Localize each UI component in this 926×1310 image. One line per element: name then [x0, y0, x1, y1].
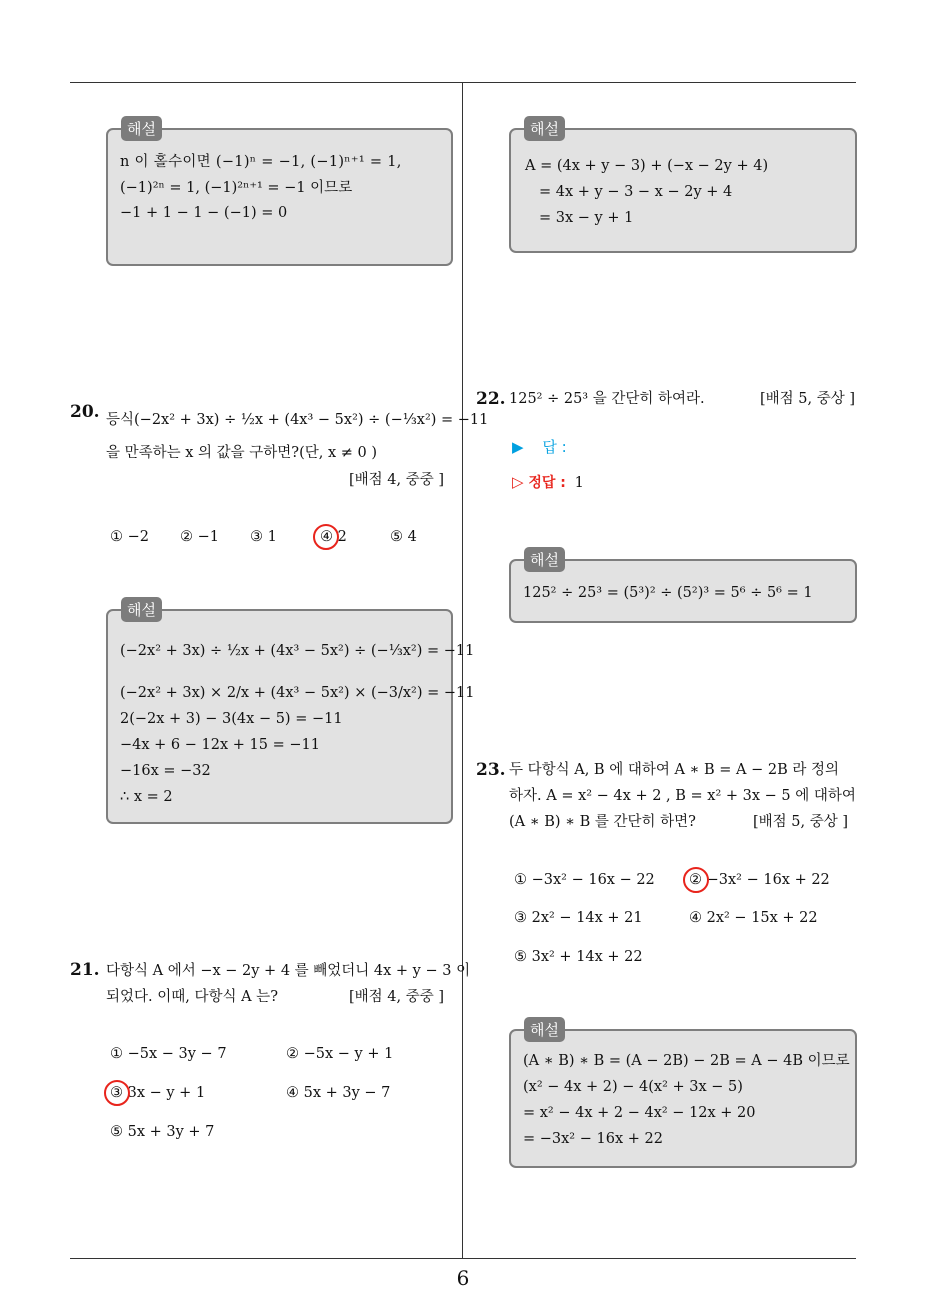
solution-tag: 해설: [524, 547, 565, 572]
solution-box-q22: [509, 551, 857, 623]
solution-tag: 해설: [121, 116, 162, 141]
choice[interactable]: ④ 5x + 3y − 7: [286, 1085, 391, 1101]
bottom-rule: [70, 1258, 856, 1259]
solution-line: (−2x² + 3x) × 2/x + (4x³ − 5x²) × (−3/x²) = −11: [120, 685, 475, 701]
solution-tag: 해설: [524, 1017, 565, 1042]
question-text: 을 만족하는 x 의 값을 구하면?(단, x ≠ 0 ): [106, 445, 377, 461]
solution-line: (−1)²ⁿ = 1, (−1)²ⁿ⁺¹ = −1 이므로: [120, 180, 353, 196]
choice[interactable]: ② −5x − y + 1: [286, 1046, 394, 1062]
question-text: 등식(−2x² + 3x) ÷ ½x + (4x³ − 5x²) ÷ (−⅓x²) = −11: [106, 412, 489, 428]
solution-tag: 해설: [121, 597, 162, 622]
answer-circle: [313, 524, 339, 550]
choice[interactable]: ③ 2x² − 14x + 21: [514, 910, 643, 926]
question-text: 되었다. 이때, 다항식 A 는?: [106, 989, 278, 1005]
solution-line: = 3x − y + 1: [539, 210, 634, 226]
solution-line: −1 + 1 − 1 − (−1) = 0: [120, 205, 288, 221]
solution-box-q19: [106, 120, 453, 266]
solution-line: = x² − 4x + 2 − 4x² − 12x + 20: [523, 1105, 756, 1121]
correct-marker-icon: ▷: [512, 473, 524, 491]
choice[interactable]: ④ 2x² − 15x + 22: [689, 910, 818, 926]
question-text: 두 다항식 A, B 에 대하여 A ∗ B = A − 2B 라 정의: [509, 762, 839, 778]
question-number: 21.: [70, 960, 100, 980]
solution-line: = 4x + y − 3 − x − 2y + 4: [539, 184, 733, 200]
question-text: 다항식 A 에서 −x − 2y + 4 를 빼었더니 4x + y − 3 이: [106, 963, 471, 979]
top-rule: [70, 82, 856, 83]
answer-circle: [104, 1080, 130, 1106]
choice[interactable]: ② −1: [180, 529, 219, 545]
choice[interactable]: ① −5x − 3y − 7: [110, 1046, 227, 1062]
question-text: 125² ÷ 25³ 을 간단히 하여라.: [509, 391, 705, 407]
page-number: 6: [456, 1266, 470, 1290]
choice[interactable]: ③ 1: [250, 529, 277, 545]
correct-label: 정답 :: [528, 475, 566, 491]
solution-box-q21: [509, 120, 857, 253]
choice[interactable]: ⑤ 3x² + 14x + 22: [514, 949, 643, 965]
solution-line: (−2x² + 3x) ÷ ½x + (4x³ − 5x²) ÷ (−⅓x²) = −11: [120, 643, 475, 659]
answer-row: [512, 436, 567, 457]
answer-circle: [683, 867, 709, 893]
choice[interactable]: ⑤ 4: [390, 529, 417, 545]
score-label: [배점 5, 중상 ]: [760, 391, 856, 407]
score-label: [배점 5, 중상 ]: [753, 814, 849, 830]
question-number: 20.: [70, 402, 100, 422]
solution-line: ∴ x = 2: [120, 789, 173, 805]
choice[interactable]: ④ 2: [320, 529, 347, 545]
choice[interactable]: ② −3x² − 16x + 22: [689, 872, 830, 888]
solution-box-q20: [106, 601, 475, 824]
choice[interactable]: ① −2: [110, 529, 149, 545]
choice[interactable]: ① −3x² − 16x − 22: [514, 872, 655, 888]
column-divider: [462, 83, 463, 1259]
question-number: 23.: [476, 760, 506, 780]
solution-tag: 해설: [524, 116, 565, 141]
solution-line: n 이 홀수이면 (−1)ⁿ = −1, (−1)ⁿ⁺¹ = 1,: [120, 154, 402, 170]
solution-line: = −3x² − 16x + 22: [523, 1131, 663, 1147]
solution-line: −16x = −32: [120, 763, 211, 779]
solution-box-q23: [509, 1021, 857, 1168]
question-number: 22.: [476, 389, 506, 409]
answer-label: 답 :: [542, 438, 567, 456]
correct-value: 1: [574, 475, 584, 491]
correct-answer-row: [512, 472, 584, 492]
solution-line: (A ∗ B) ∗ B = (A − 2B) − 2B = A − 4B 이므로: [523, 1053, 850, 1069]
solution-line: 2(−2x + 3) − 3(4x − 5) = −11: [120, 711, 343, 727]
solution-line: (x² − 4x + 2) − 4(x² + 3x − 5): [523, 1079, 743, 1095]
solution-line: −4x + 6 − 12x + 15 = −11: [120, 737, 320, 753]
question-text: (A ∗ B) ∗ B 를 간단히 하면?: [509, 814, 696, 830]
choice[interactable]: ③ 3x − y + 1: [110, 1085, 206, 1101]
solution-line: A = (4x + y − 3) + (−x − 2y + 4): [525, 158, 769, 174]
score-label: [배점 4, 중중 ]: [349, 989, 445, 1005]
answer-marker-icon: ▶: [512, 438, 524, 456]
choice[interactable]: ⑤ 5x + 3y + 7: [110, 1124, 215, 1140]
solution-line: 125² ÷ 25³ = (5³)² ÷ (5²)³ = 5⁶ ÷ 5⁶ = 1: [523, 585, 813, 601]
question-text: 하자. A = x² − 4x + 2 , B = x² + 3x − 5 에 대하여: [509, 788, 856, 804]
score-label: [배점 4, 중중 ]: [349, 472, 445, 488]
